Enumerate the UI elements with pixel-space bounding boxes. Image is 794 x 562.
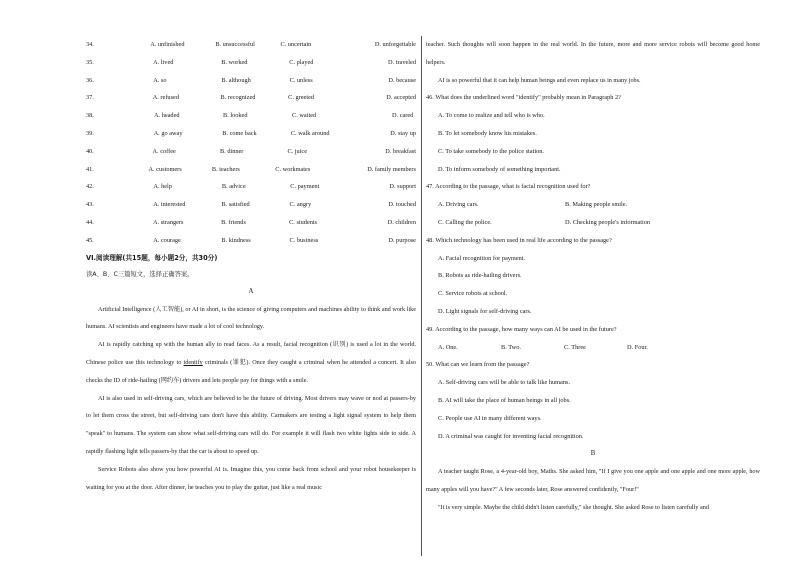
answer-option: B. AI will take the place of human beings in all jobs. [438, 396, 571, 404]
cloze-row [86, 232, 416, 250]
option-c: C. payment [290, 183, 320, 191]
passage-b-paragraph-1: A teacher taught Rose, a 4-year-old boy, Maths. She asked him, "If I give you one apple and one apple and one more apple, how many apples will you have?" A few seconds later, Rose answered confidently, "Four!" [426, 468, 760, 494]
option-d: D. children [387, 218, 416, 226]
option-b: B. unsuccessful [215, 41, 255, 48]
option-a: A. so [153, 76, 167, 84]
option-c: C. angry [289, 201, 312, 209]
option-a: A. customers [148, 165, 182, 173]
answer-option: B. Two. [501, 343, 521, 351]
left-column [86, 36, 416, 496]
option-d: D. stay up [390, 129, 416, 137]
answer-option: B. To let somebody know his mistakes. [438, 129, 537, 137]
answer-option: A. Driving cars. [438, 201, 479, 209]
option-a: A. unfinished [150, 41, 185, 48]
option-a: A. help [153, 183, 172, 191]
passage-b-paragraph-2: "It is very simple. Maybe the child didn't listen carefully," she thought. She asked Rose to listen carefully and [438, 503, 709, 511]
cloze-row [86, 143, 416, 161]
section-instruction: 读A、B、C三篇短文，选择正确答案。 [86, 270, 194, 278]
answer-option: B. Robots as ride-hailing drivers. [438, 272, 522, 280]
option-d: D. because [388, 76, 416, 84]
option-d: D. breakfast [385, 147, 416, 155]
option-c: C. played [289, 58, 314, 66]
option-c: C. greeted [288, 94, 315, 102]
question-number: 43. [86, 201, 94, 209]
option-c: C. waited [292, 112, 317, 120]
cloze-row [86, 107, 416, 125]
option-a: A. go away [153, 129, 183, 137]
option-b: B. dinner [219, 147, 244, 155]
option-b: B. kindness [221, 236, 251, 244]
option-d: D. traveled [388, 58, 416, 66]
answer-option: A. One. [438, 343, 458, 351]
option-b: B. although [221, 76, 251, 84]
question-number: 40. [86, 147, 94, 155]
answer-option-row [426, 339, 760, 357]
option-d: D. accepted [386, 94, 416, 102]
option-d: D. purpose [388, 236, 416, 244]
option-a: A. refused [152, 94, 179, 102]
question-number: 35. [86, 58, 94, 66]
question-stem: 48. Which technology has been used in real life according to the passage? [426, 236, 612, 244]
passage-a-paragraph-4-continued: teacher. Such thoughts will soon happen in the real world. In the future, more and more service robots will become good home helpers. [426, 41, 760, 66]
question-number: 44. [86, 218, 94, 226]
right-column [426, 36, 760, 517]
answer-option: C. People use AI in many different ways. [438, 414, 542, 422]
option-b: B. satisfied [221, 201, 250, 209]
passage-b-label: B [590, 450, 596, 458]
option-c: C. workmates [275, 165, 311, 173]
answer-option: B. Making people smile. [565, 201, 628, 209]
passage-a-paragraph-3: AI is also used in self-driving cars, which are believed to be the future of driving. Most drivers may wave or nod at passers-by to let them cross the street, but self-driving cars don't have this ability. Carmakers are testing a light signal system to help them "speak" to humans. The system can show what self-driving cars will do. For example it will flash two white lights side to side. A rapidly flashing light tells passers-by that the car is about to speed up. [86, 394, 416, 455]
option-a: A. interested [153, 201, 186, 209]
answer-option: C. Service robots at school. [438, 290, 508, 298]
answer-option: D. Light signals for self-driving cars. [438, 307, 532, 315]
answer-option: C. To take somebody to the police station. [438, 147, 544, 155]
cloze-options-table [86, 36, 416, 250]
option-d: D. family members [367, 165, 416, 173]
option-c: C. juice [287, 147, 308, 155]
answer-option-row [426, 214, 760, 232]
passage-a-paragraph-5: AI is so powerful that it can help human beings and even replace us in many jobs. [438, 76, 641, 84]
option-b: B. worked [221, 58, 248, 66]
answer-option: D. To inform somebody of something important. [438, 165, 561, 173]
option-a: A. strangers [153, 218, 184, 226]
question-number: 34. [86, 41, 94, 48]
question-stem: 46. What does the underlined word "identify" probably mean in Paragraph 2? [426, 94, 621, 102]
option-d: D. support [389, 183, 417, 191]
question-stem: 49. According to the passage, how many ways can AI be used in the future? [426, 325, 617, 333]
option-c: C. students [289, 218, 318, 226]
cloze-row [86, 89, 416, 107]
option-c: C. uncertain [280, 41, 312, 48]
questions-block [426, 89, 760, 445]
cloze-row [86, 196, 416, 214]
option-b: B. looked [223, 112, 248, 120]
option-b: B. friends [221, 218, 246, 226]
option-b: B. advice [221, 183, 246, 191]
answer-option: A. Facial recognition for payment. [438, 254, 526, 262]
option-b: B. come back [222, 129, 257, 137]
underlined-word-identify: identify [183, 358, 203, 366]
passage-a-paragraph-1: Artificial Intelligence (人工智能), or AI in short, is the science of giving computers and machines ability to think and work like humans. AI scientists and engineers have made a lot of cool technology. [86, 305, 416, 331]
answer-option: C. Three [564, 343, 586, 351]
option-b: B. recognized [220, 94, 256, 102]
question-number: 36. [86, 76, 94, 84]
option-d: D. touched [388, 201, 416, 209]
question-number: 41. [86, 165, 94, 173]
answer-option-row [426, 196, 760, 214]
answer-option: D. Four. [627, 343, 648, 351]
question-number: 39. [86, 129, 94, 137]
cloze-row [86, 125, 416, 143]
option-a: A. headed [154, 112, 180, 120]
cloze-row [86, 54, 416, 72]
passage-a-paragraph-4: Service Robots also show you how powerful AI is. Imagine this, you come back from school and your robot housekeeper is waiting for you at the door. After dinner, he teaches you to play the guitar, just like a real music [86, 465, 416, 491]
option-c: C. unless [289, 76, 313, 84]
option-c: C. business [289, 236, 319, 244]
cloze-row [86, 214, 416, 232]
cloze-row [86, 178, 416, 196]
question-number: 42. [86, 183, 94, 191]
answer-option: D. A criminal was caught for inventing facial recognition. [438, 432, 584, 440]
option-d: D. cared [392, 112, 414, 120]
cloze-row [86, 36, 416, 54]
question-stem: 50. What can we learn from the passage? [426, 361, 530, 369]
option-a: A. lived [153, 58, 174, 66]
cloze-row [86, 72, 416, 90]
section-title: VI.阅读理解(共15题，每小题2分，共30分) [86, 253, 218, 262]
option-a: A. coffee [152, 147, 176, 155]
option-d: D. unforgettable [374, 41, 416, 48]
question-stem: 47. According to the passage, what is facial recognition used for? [426, 183, 591, 191]
question-number: 38. [86, 112, 94, 120]
cloze-row [86, 161, 416, 179]
passage-a-paragraph-2: AI is rapidly catching up with the human ally to read faces. As a result, facial recognition (识别) is used a lot in the world. Chinese police use this technology to identify criminals (罪犯). Once they caught a criminal when he attended a concert. It also checks the ID of ride-hailing (网约车) drivers and lets people pay for things with a smile. [86, 341, 417, 384]
column-divider [421, 36, 422, 556]
passage-a-label: A [248, 287, 254, 295]
question-number: 37. [86, 94, 94, 102]
answer-option: D. Checking people's information [565, 218, 651, 226]
option-a: A. courage [153, 236, 181, 244]
answer-option: A. Self-driving cars will be able to talk like humans. [438, 379, 571, 387]
option-b: B. teachers [211, 165, 240, 173]
question-number: 45. [86, 236, 94, 244]
answer-option: A. To come to realize and tell who is who. [438, 112, 545, 120]
answer-option: C. Calling the police. [438, 218, 492, 226]
option-c: C. walk around [290, 129, 330, 137]
